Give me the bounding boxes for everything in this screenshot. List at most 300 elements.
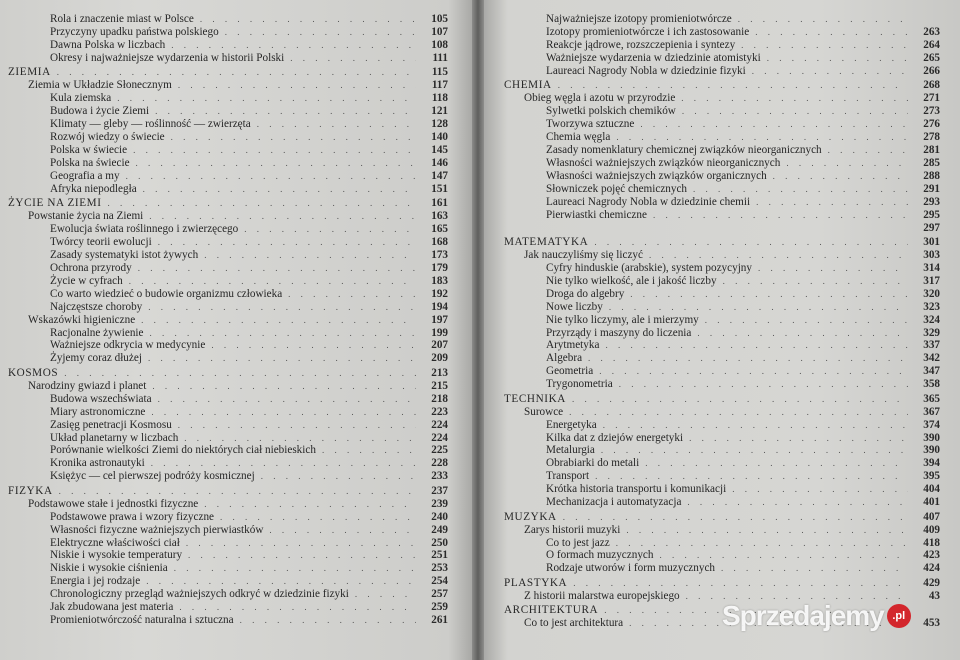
toc-page-number: 271 [923, 92, 940, 105]
toc-entry [504, 483, 940, 496]
toc-section [504, 79, 940, 92]
toc-section [504, 577, 940, 590]
toc-page-number: 161 [431, 197, 448, 210]
leader-dots [630, 289, 908, 299]
leader-dots [599, 366, 908, 376]
toc-entry [8, 118, 448, 131]
leader-dots [721, 563, 908, 573]
leader-dots [150, 328, 417, 338]
toc-entry [8, 549, 448, 562]
toc-entry [8, 288, 448, 301]
toc-page-number: 179 [431, 261, 448, 274]
toc-page-number: 224 [431, 431, 448, 444]
toc-page-number: 314 [923, 261, 940, 274]
toc-entry-title: PLASTYKA [504, 576, 568, 589]
toc-entry [504, 157, 940, 170]
toc-entry-title: Tworzywa sztuczne [546, 118, 635, 130]
toc-entry [8, 432, 448, 445]
toc-entry-title: Własności ważniejszych związków nieorganicznych [546, 156, 781, 169]
toc-entry [504, 457, 940, 470]
leader-dots [563, 512, 908, 522]
leader-dots [693, 184, 908, 194]
leader-dots [588, 353, 908, 363]
toc-entry [8, 39, 448, 52]
toc-entry [504, 183, 940, 196]
toc-page-number: 259 [431, 601, 448, 614]
leader-dots [155, 106, 416, 116]
toc-page-number: 367 [923, 405, 940, 418]
toc-page-number: 224 [431, 418, 448, 431]
leader-dots [290, 53, 416, 63]
toc-entry-title: Droga do algebry [546, 287, 625, 300]
toc-page-number: 293 [923, 195, 940, 208]
toc-entry-title: Przyrządy i maszyny do liczenia [546, 326, 692, 339]
toc-entry-title: Własności fizyczne ważniejszych pierwiastków [50, 523, 264, 536]
toc-page-number: 418 [923, 536, 940, 549]
toc-entry-title: Okresy i najważniejsze wydarzenia w historii Polski [50, 51, 285, 64]
leader-dots [595, 471, 908, 481]
toc-page-number: 145 [431, 143, 448, 156]
toc-entry [8, 13, 448, 26]
toc-entry-title: ARCHITEKTURA [504, 604, 599, 617]
toc-entry [504, 339, 940, 352]
leader-dots [723, 276, 908, 286]
toc-page-number: 240 [431, 510, 448, 523]
toc-entry-title: Promieniotwórczość naturalna i sztuczna [50, 614, 234, 627]
toc-entry-title: Racjonalne żywienie [50, 326, 144, 339]
toc-entry-title: Ochrona przyrody [50, 261, 132, 274]
toc-entry-title: Afryka niepodległa [50, 182, 137, 195]
toc-entry [504, 131, 940, 144]
toc-entry-title: Energia i jej rodzaje [50, 575, 141, 588]
toc-entry [504, 562, 940, 575]
toc-page-number: 261 [431, 614, 448, 627]
toc-entry-title: Budowa i życie Ziemi [50, 105, 150, 118]
leader-dots [758, 263, 908, 273]
toc-entry [8, 380, 448, 393]
toc-entry-title: Kilka dat z dziejów energetyki [546, 431, 684, 444]
toc-entry-title: Zasady systematyki istot żywych [50, 248, 199, 261]
toc-page-number: 117 [431, 79, 448, 92]
toc-page-number: 218 [431, 392, 448, 405]
toc-page-number: 209 [431, 352, 448, 365]
toc-entry-title: Transport [546, 470, 590, 483]
toc-entry-title: Ziemia w Układzie Słonecznym [28, 79, 172, 92]
toc-entry-title: Z historii malarstwa europejskiego [524, 589, 680, 602]
toc-page-number: 213 [431, 366, 448, 379]
toc-entry-title: Sylwetki polskich chemików [546, 105, 676, 118]
toc-entry-title: Chronologiczny przegląd ważniejszych odkryć w dziedzinie fizyki [50, 588, 349, 601]
toc-page-number: 163 [431, 210, 448, 223]
toc-page-number: 111 [432, 51, 448, 64]
toc-entry-title: Arytmetyka [546, 339, 600, 352]
toc-page-number: 105 [431, 13, 448, 25]
toc-page-number: 257 [431, 588, 448, 601]
toc-entry-title: Laureaci Nagrody Nobla w dziedzinie chemii [546, 195, 751, 208]
leader-dots [200, 14, 416, 24]
leader-dots [682, 106, 908, 116]
leader-dots [141, 315, 416, 325]
toc-entry [8, 406, 448, 419]
leader-dots [572, 394, 908, 404]
toc-entry [8, 157, 448, 170]
toc-page-number: 265 [923, 51, 940, 64]
toc-entry [8, 339, 448, 352]
toc-page-number: 173 [431, 248, 448, 261]
leader-dots [64, 368, 416, 378]
toc-page-number: 347 [923, 365, 940, 378]
toc-page-number: 228 [431, 457, 448, 470]
leader-dots [773, 171, 908, 181]
toc-entry-title: ZIEMIA [8, 66, 51, 79]
toc-list-left [8, 13, 448, 627]
book-spine [472, 0, 484, 660]
toc-entry-title: Wskazówki higieniczne [28, 313, 136, 326]
toc-page-number: 140 [431, 130, 448, 143]
toc-entry [8, 223, 448, 236]
leader-dots [322, 445, 416, 455]
toc-entry-title: Klimaty — gleby — roślinność — zwierzęta [50, 118, 251, 130]
toc-entry [8, 444, 448, 457]
toc-page-number: 250 [431, 536, 448, 549]
toc-entry [8, 105, 448, 118]
toc-page-number: 401 [923, 496, 940, 509]
toc-page-number: 266 [923, 64, 940, 77]
toc-page-number: 263 [923, 25, 940, 38]
toc-entry [8, 537, 448, 550]
toc-entry [504, 262, 940, 275]
toc-entry [8, 301, 448, 314]
toc-page-number: 297 [923, 221, 940, 234]
leader-dots [138, 263, 416, 273]
toc-page-number: 278 [923, 130, 940, 143]
leader-dots [204, 250, 416, 260]
toc-page-number: 118 [431, 92, 448, 105]
toc-entry-title: Trygonometria [546, 378, 613, 391]
toc-page-number: 223 [431, 405, 448, 418]
toc-page-number: 165 [431, 223, 448, 235]
toc-section [504, 511, 940, 524]
leader-dots [767, 53, 908, 63]
toc-entry [504, 65, 940, 78]
watermark [722, 600, 911, 632]
leader-dots [616, 132, 908, 142]
toc-entry [8, 52, 448, 65]
toc-page-number: 197 [431, 313, 448, 326]
toc-entry-title: Porównanie wielkości Ziemi do niektórych ciał niebieskich [50, 444, 316, 457]
leader-dots [151, 407, 416, 417]
leader-dots [152, 381, 416, 391]
toc-entry [504, 92, 940, 105]
leader-dots [756, 197, 908, 207]
toc-entry [8, 393, 448, 406]
toc-entry-title: MATEMATYKA [504, 235, 589, 248]
leader-dots [149, 211, 416, 221]
leader-dots [244, 224, 416, 234]
toc-entry [504, 549, 940, 562]
toc-entry [504, 327, 940, 340]
toc-page-number: 295 [923, 208, 940, 221]
leader-dots [626, 525, 908, 535]
toc-entry-title: Kronika astronautyki [50, 457, 145, 470]
toc-page-number: 390 [923, 431, 940, 444]
toc-page-number: 404 [923, 483, 940, 496]
toc-entry-title: Rola i znaczenie miast w Polsce [50, 13, 194, 25]
leader-dots [689, 433, 908, 443]
toc-entry-title: Kula ziemska [50, 92, 112, 105]
toc-entry [504, 222, 940, 235]
toc-entry [8, 457, 448, 470]
toc-entry-title: TECHNIKA [504, 392, 566, 405]
toc-entry-title: O formach muzycznych [546, 549, 654, 562]
toc-entry-title: Najważniejsze izotopy promieniotwórcze [546, 13, 732, 25]
leader-dots [605, 340, 908, 350]
leader-dots [57, 67, 416, 77]
toc-page-number: 251 [431, 549, 448, 562]
leader-dots [188, 550, 416, 560]
leader-dots [178, 80, 416, 90]
leader-dots [240, 615, 416, 625]
leader-dots [257, 119, 416, 129]
leader-dots [136, 158, 416, 168]
leader-dots [640, 119, 908, 129]
toc-entry [8, 314, 448, 327]
leader-dots [687, 497, 908, 507]
leader-dots [616, 538, 908, 548]
leader-dots [755, 27, 908, 37]
toc-entry-title: Polska na świecie [50, 156, 130, 169]
toc-page-number: 324 [923, 313, 940, 326]
leader-dots [143, 184, 416, 194]
toc-page-number: 409 [923, 523, 940, 536]
leader-dots [659, 550, 908, 560]
toc-entry [504, 26, 940, 39]
toc-page-number: 281 [923, 143, 940, 156]
toc-entry [8, 262, 448, 275]
toc-page-number: 358 [923, 378, 940, 391]
toc-page-number: 207 [431, 339, 448, 352]
toc-entry-title: Ważniejsze odkrycia w medycynie [50, 339, 206, 352]
toc-entry-title: Nie tylko wielkość, ale i jakość liczby [546, 274, 717, 287]
toc-entry [8, 92, 448, 105]
toc-entry-title: Ewolucja świata roślinnego i zwierzęcego [50, 223, 239, 235]
toc-entry-title: Własności ważniejszych związków organicznych [546, 169, 767, 182]
toc-entry-title: Powstanie życia na Ziemi [28, 210, 144, 223]
toc-page-number: 253 [431, 562, 448, 575]
toc-entry-title: Surowce [524, 405, 564, 418]
toc-entry-title: CHEMIA [504, 79, 552, 92]
toc-page-number: 453 [923, 617, 940, 630]
toc-page-number: 215 [431, 379, 448, 392]
toc-entry-title: Jak zbudowana jest materia [50, 601, 174, 614]
leader-dots [133, 145, 416, 155]
toc-page-number: 423 [923, 549, 940, 562]
toc-entry [8, 79, 448, 92]
toc-entry-title: Algebra [546, 352, 583, 365]
leader-dots [148, 353, 416, 363]
leader-dots [752, 66, 908, 76]
leader-dots [261, 471, 416, 481]
leader-dots [741, 40, 908, 50]
leader-dots [288, 289, 416, 299]
leader-dots [573, 578, 908, 588]
toc-entry-title: Życie w cyfrach [50, 274, 123, 287]
toc-page-number: 365 [923, 392, 940, 405]
toc-page-number: 108 [431, 38, 448, 51]
left-page [0, 0, 472, 660]
leader-dots [184, 433, 416, 443]
leader-dots [220, 512, 416, 522]
leader-dots [108, 198, 416, 208]
leader-dots [146, 576, 416, 586]
toc-section [8, 66, 448, 79]
toc-entry [8, 588, 448, 601]
toc-entry-title: Najczęstsze choroby [50, 300, 143, 313]
toc-page-number: 273 [923, 105, 940, 118]
leader-dots [681, 93, 908, 103]
toc-entry-title: Izotopy promieniotwórcze i ich zastosowanie [546, 25, 750, 38]
leader-dots [204, 499, 416, 509]
toc-entry [504, 537, 940, 550]
leader-dots [126, 171, 416, 181]
toc-page-number: 183 [431, 274, 448, 287]
toc-entry [8, 236, 448, 249]
watermark-badge: .pl [887, 604, 911, 628]
toc-entry [8, 524, 448, 537]
toc-section [8, 367, 448, 380]
toc-page-number: 107 [431, 25, 448, 38]
toc-page-number: 374 [923, 418, 940, 431]
leader-dots [732, 484, 908, 494]
leader-dots [786, 158, 908, 168]
toc-entry-title: Krótka historia transportu i komunikacji [546, 483, 727, 496]
toc-entry [8, 562, 448, 575]
toc-entry-title: Nie tylko liczymy, ale i mierzymy [546, 313, 699, 326]
toc-page-number: 303 [923, 248, 940, 261]
leader-dots [158, 237, 416, 247]
leader-dots [171, 40, 416, 50]
right-page [484, 0, 960, 660]
toc-entry-title: Przyczyny upadku państwa polskiego [50, 25, 219, 38]
toc-entry [8, 327, 448, 340]
watermark-logo: Sprzedajemy [722, 600, 884, 631]
toc-entry [8, 352, 448, 365]
toc-entry-title: Pierwiastki chemiczne [546, 208, 647, 221]
toc-entry [504, 378, 940, 391]
toc-entry [504, 406, 940, 419]
toc-page-number: 121 [431, 105, 448, 118]
toc-entry-title: Zarys historii muzyki [524, 523, 621, 536]
toc-entry-title: Układ planetarny w liczbach [50, 431, 179, 444]
toc-entry-title: Laureaci Nagrody Nobla w dziedzinie fizyki [546, 64, 746, 77]
toc-entry [504, 144, 940, 157]
leader-dots [151, 458, 416, 468]
toc-entry-title: Miary astronomiczne [50, 405, 146, 418]
toc-page-number: 317 [923, 274, 940, 287]
leader-dots [619, 379, 908, 389]
toc-entry-title: Zasady nomenklatury chemicznej związków nieorganicznych [546, 143, 822, 156]
toc-entry [8, 470, 448, 483]
leader-dots [645, 458, 908, 468]
leader-dots [178, 420, 416, 430]
toc-page-number: 301 [923, 235, 940, 248]
toc-entry-title: ŻYCIE NA ZIEMI [8, 197, 102, 210]
toc-entry-title: FIZYKA [8, 484, 53, 497]
leader-dots [225, 27, 416, 37]
toc-entry [8, 26, 448, 39]
toc-entry [504, 496, 940, 509]
toc-entry [504, 524, 940, 537]
toc-page-number: 168 [431, 235, 448, 248]
toc-entry-title: Słowniczek pojęć chemicznych [546, 182, 688, 195]
toc-entry [8, 575, 448, 588]
toc-page-number: 237 [431, 484, 448, 497]
toc-page-number: 394 [923, 457, 940, 470]
toc-entry [504, 39, 940, 52]
toc-entry-title: Co to jest jazz [546, 536, 610, 549]
toc-entry [8, 601, 448, 614]
toc-entry [8, 131, 448, 144]
leader-dots [117, 93, 416, 103]
toc-entry [8, 183, 448, 196]
toc-entry-title: Mechanizacja i automatyzacja [546, 496, 682, 509]
toc-page-number: 233 [431, 470, 448, 483]
toc-page-number: 342 [923, 352, 940, 365]
toc-page-number: 146 [431, 156, 448, 169]
toc-page-number: 151 [431, 182, 448, 195]
toc-entry-title: Ważniejsze wydarzenia w dziedzinie atomistyki [546, 51, 761, 64]
toc-entry-title: Żyjemy coraz dłużej [50, 352, 142, 365]
leader-dots [174, 563, 416, 573]
toc-page-number: 276 [923, 118, 940, 130]
toc-entry [504, 301, 940, 314]
toc-entry [8, 498, 448, 511]
toc-page-number: 268 [923, 79, 940, 92]
toc-entry [504, 352, 940, 365]
toc-entry-title: Podstawowe prawa i wzory fizyczne [50, 510, 215, 523]
toc-page-number: 199 [431, 326, 448, 339]
leader-dots [158, 394, 416, 404]
toc-entry [504, 105, 940, 118]
leader-dots [601, 445, 908, 455]
toc-page-number: 424 [923, 562, 940, 575]
leader-dots [705, 315, 908, 325]
toc-entry-title: Budowa wszechświata [50, 392, 152, 405]
toc-page-number: 395 [923, 470, 940, 483]
toc-entry-title: Obrabiarki do metali [546, 457, 640, 470]
leader-dots [269, 525, 416, 535]
toc-entry-title: Niskie i wysokie temperatury [50, 549, 183, 562]
toc-page-number: 147 [431, 169, 448, 182]
toc-entry [504, 432, 940, 445]
toc-entry-title: Niskie i wysokie ciśnienia [50, 562, 168, 575]
toc-page-number: 43 [928, 589, 940, 602]
toc-entry [504, 52, 940, 65]
leader-dots [828, 145, 908, 155]
toc-entry [8, 144, 448, 157]
toc-page-number: 320 [923, 287, 940, 300]
toc-entry-title: MUZYKA [504, 510, 557, 523]
leader-dots [59, 486, 416, 496]
toc-entry-title: Twórcy teorii ewolucji [50, 235, 152, 248]
toc-page-number: 329 [923, 326, 940, 339]
toc-entry-title: Geografia a my [50, 169, 120, 182]
toc-entry [504, 288, 940, 301]
toc-entry-title: KOSMOS [8, 366, 59, 379]
toc-page-number: 407 [923, 510, 940, 523]
toc-entry [504, 314, 940, 327]
leader-dots [594, 237, 908, 247]
